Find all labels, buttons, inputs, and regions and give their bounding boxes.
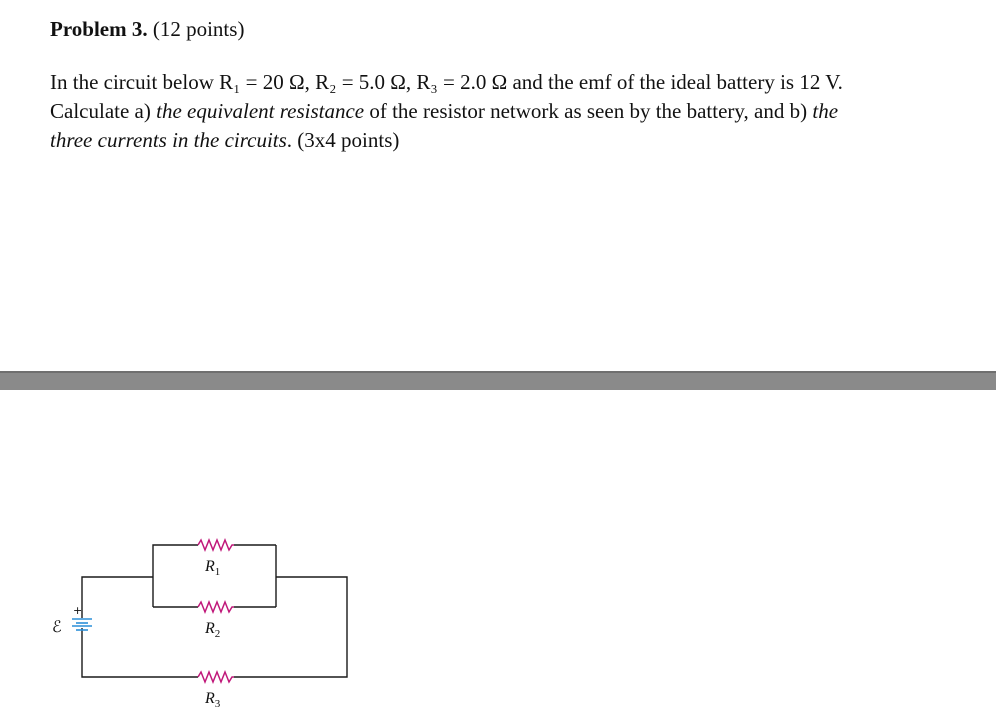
three-currents-phrase: three currents in the circuits: [50, 128, 287, 152]
r3-label-letter: R: [205, 690, 215, 707]
r2-label: [204, 620, 220, 640]
emf-label: ℰ: [52, 617, 62, 636]
right-outer-wire: [234, 577, 347, 677]
r1-label-letter: R: [205, 558, 215, 575]
r1-branch-wire: [153, 545, 198, 607]
statement-line-1: In the circuit below R₁ = 20 Ω, R₂ = 5.0 Ω, R₃ = 2.0 Ω and the emf of the ideal battery is 12 V.: [50, 70, 843, 94]
r1-label-subscript: 1: [214, 566, 221, 578]
r1-label: [204, 558, 220, 578]
statement-line-2-a: Calculate a): [50, 99, 157, 123]
resistor-r2-icon: [198, 602, 234, 612]
r2-label-letter: R: [205, 620, 215, 637]
left-top-wire: [82, 577, 153, 618]
left-bottom-wire: [82, 628, 198, 677]
problem-number: Problem 3.: [50, 17, 148, 41]
statement-line-2-c: of the resistor network as seen by the battery, and b): [364, 99, 813, 123]
r3-label: [204, 690, 221, 710]
statement-line-2-d: the: [812, 99, 839, 123]
statement-line-3-b: . (3x4 points): [286, 128, 400, 152]
equivalent-resistance-phrase: the equivalent resistance: [156, 99, 365, 123]
r2-label-subscript: 2: [214, 628, 221, 640]
resistor-r1-icon: [198, 540, 234, 550]
problem-points: (12 points): [152, 17, 245, 41]
resistor-r3-icon: [198, 672, 234, 682]
r3-label-subscript: 3: [214, 698, 221, 710]
battery-plus-sign: +: [73, 604, 83, 617]
